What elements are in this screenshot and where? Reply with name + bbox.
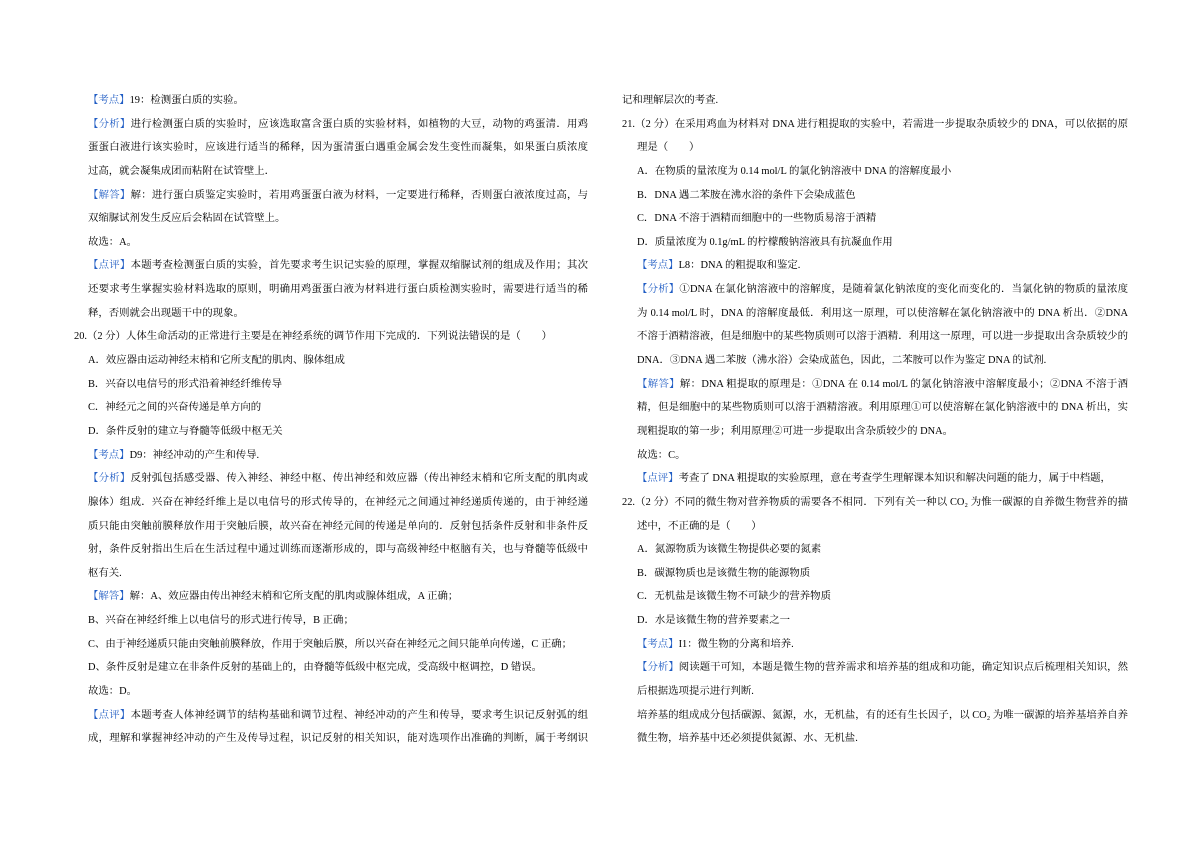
text-line — [74, 467, 588, 491]
text-line — [622, 278, 1128, 302]
line-text: B．DNA 遇二苯胺在沸水浴的条件下会染成蓝色 — [637, 189, 856, 201]
text-line — [622, 160, 1128, 184]
text-line — [622, 538, 1128, 562]
option-block — [74, 420, 588, 444]
kaodian-block — [74, 89, 588, 113]
text-line — [74, 704, 588, 728]
text-line — [74, 562, 588, 586]
text-line — [74, 420, 588, 444]
text-line — [622, 444, 1128, 468]
line-text: 阅读题干可知，本题是微生物的营养需求和培养基的组成和功能，确定知识点后梳理相关知识，然 — [678, 662, 1128, 674]
line-text: A．氮源物质为该微生物提供必要的氮素 — [637, 544, 822, 556]
line-text: B、兴奋在神经纤维上以电信号的形式进行传导，B 正确； — [88, 615, 354, 627]
text-line — [622, 373, 1128, 397]
text-block — [74, 231, 588, 255]
line-text: 21.（2 分）在采用鸡血为材料对 DNA 进行粗提取的实验中，若需进一步提取杂质较少的 DNA，可以依据的原 — [622, 118, 1128, 130]
text-line — [622, 254, 1128, 278]
fenxi-label: 【分析】 — [88, 473, 131, 485]
line-text: D．质量浓度为 0.1g/mL 的柠檬酸钠溶液具有抗凝血作用 — [637, 236, 893, 248]
line-text: 培养基的组成成分包括碳源、氮源，水，无机盐，有的还有生长因子，以 CO₂ 为唯一碳源的培养基培养自养 — [637, 709, 1128, 721]
dianping-block — [74, 704, 588, 751]
line-text: 释，否则就会出现题干中的现象。 — [88, 307, 244, 319]
text-line — [74, 113, 588, 137]
line-text: 解：DNA 粗提取的原理是：①DNA 在 0.14 mol/L 的氯化钠溶液中溶解度最小；②DNA 不溶于酒 — [679, 378, 1128, 390]
option-block — [622, 609, 1128, 633]
text-line — [622, 727, 1128, 751]
text-line — [74, 444, 588, 468]
line-text: 双缩脲试剂发生反应后会粘固在试管壁上。 — [88, 213, 286, 225]
dianping-block — [74, 254, 588, 325]
text-line — [622, 633, 1128, 657]
line-text: 故选：D。 — [88, 686, 138, 698]
line-text: 22.（2 分）不同的微生物对营养物质的需要各不相同．下列有关一种以 CO₂ 为惟一碳源的自养微生物营养的描 — [622, 496, 1128, 508]
line-text: 现粗提取的第一步；利用原理②可进一步提取出含杂质较少的 DNA。 — [637, 425, 954, 437]
text-line — [622, 704, 1128, 728]
line-text: 成，理解和掌握神经冲动的产生及传导过程，识记反射的相关知识，能对选项作出准确的判断，属于考纲识 — [88, 733, 588, 745]
text-line — [74, 633, 588, 657]
text-line — [74, 585, 588, 609]
text-line — [74, 491, 588, 515]
line-text: 解：A、效应器由传出神经末梢和它所支配的肌肉或腺体组成，A 正确； — [129, 591, 459, 603]
kaodian-block — [622, 254, 1128, 278]
text-line — [74, 89, 588, 113]
option-block — [622, 160, 1128, 184]
jieda-block — [622, 373, 1128, 444]
line-text: B．碳源物质也是该微生物的能源物质 — [637, 567, 811, 579]
text-line — [622, 325, 1128, 349]
line-text: B．兴奋以电信号的形式沿着神经纤维传导 — [88, 378, 282, 390]
line-text: 记和理解层次的考查. — [622, 95, 719, 106]
option-block — [622, 207, 1128, 231]
fenxi-label: 【分析】 — [88, 118, 131, 130]
text-line — [622, 113, 1128, 137]
line-text: C．无机盐是该微生物不可缺少的营养物质 — [637, 591, 831, 603]
line-text: 20.（2 分）人体生命活动的正常进行主要是在神经系统的调节作用下完成的．下列说法错误的是（ ） — [74, 331, 552, 343]
line-text: ①DNA 在氯化钠溶液中的溶解度，是随着氯化钠浓度的变化而变化的．当氯化钠的物质的量浓度 — [679, 284, 1128, 296]
line-text: 为 0.14 mol/L 时，DNA 的溶解度最低．利用这一原理，可以使溶解在氯化钠溶液中的 DNA 析出．②DNA — [637, 307, 1128, 319]
text-line — [74, 515, 588, 539]
line-text: C．DNA 不溶于酒精而细胞中的一些物质易溶于酒精 — [637, 213, 877, 225]
line-text: 19：检测蛋白质的实验。 — [129, 95, 244, 106]
text-line — [622, 302, 1128, 326]
text-line — [622, 89, 1128, 113]
question-block — [622, 113, 1128, 160]
jieda-label: 【解答】 — [637, 378, 680, 390]
text-line — [622, 609, 1128, 633]
line-text: C．神经元之间的兴奋传递是单方向的 — [88, 402, 262, 414]
line-text: A．在物质的量浓度为 0.14 mol/L 的氯化钠溶液中 DNA 的溶解度最小 — [637, 165, 952, 177]
kaodian-label: 【考点】 — [88, 95, 130, 106]
question-block — [74, 325, 588, 349]
text-line — [74, 302, 588, 326]
line-text: 述中，不正确的是（ ） — [637, 520, 762, 532]
continuation-block — [622, 89, 1128, 113]
line-text: D9：神经冲动的产生和传导. — [129, 449, 260, 461]
line-text: 进行检测蛋白质的实验时，应该选取富含蛋白质的实验材料，如植物的大豆，动物的鸡蛋清．用鸡 — [130, 118, 588, 130]
line-text: 解：进行蛋白质鉴定实验时，若用鸡蛋蛋白液为材料，一定要进行稀释，否则蛋白液浓度过高，与 — [130, 189, 588, 201]
line-text: 故选：A。 — [88, 236, 138, 248]
line-text: 后根据选项提示进行判断. — [637, 686, 754, 698]
jieda-label: 【解答】 — [88, 189, 131, 201]
line-text: L8：DNA 的粗提取和鉴定. — [678, 260, 801, 272]
text-line — [74, 136, 588, 160]
dianping-label: 【点评】 — [88, 260, 131, 272]
fenxi-block — [74, 467, 588, 585]
line-text: D．水是该微生物的营养要素之一 — [637, 615, 790, 627]
option-block — [622, 562, 1128, 586]
line-text: 枢有关. — [88, 567, 122, 579]
text-line — [74, 373, 588, 397]
jieda-label: 【解答】 — [88, 591, 130, 603]
line-text: 过高，就会凝集成团而粘附在试管壁上． — [88, 165, 276, 177]
text-line — [622, 515, 1128, 539]
line-text: I1：微生物的分离和培养. — [678, 638, 794, 650]
kaodian-label: 【考点】 — [88, 449, 130, 461]
text-block — [622, 704, 1128, 751]
option-block — [622, 538, 1128, 562]
text-line — [622, 420, 1128, 444]
jieda-block — [74, 585, 588, 609]
text-block — [74, 656, 588, 680]
option-block — [74, 396, 588, 420]
text-line — [74, 325, 588, 349]
text-line — [74, 727, 588, 751]
dianping-label: 【点评】 — [88, 709, 131, 721]
line-text: D．条件反射的建立与脊髓等低级中枢无关 — [88, 425, 283, 437]
text-line — [622, 136, 1128, 160]
text-line — [74, 656, 588, 680]
line-text: 本题考查检测蛋白质的实验，首先要求考生识记实验的原理，掌握双缩脲试剂的组成及作用；其次 — [130, 260, 588, 272]
fenxi-label: 【分析】 — [637, 662, 679, 674]
text-line — [74, 207, 588, 231]
dianping-label: 【点评】 — [637, 473, 679, 485]
text-line — [74, 160, 588, 184]
fenxi-block — [622, 656, 1128, 703]
line-text: 理是（ ） — [637, 142, 700, 154]
line-text: 质只能由突触前膜释放作用于突触后膜，故兴奋在神经元间的传递是单向的．反射包括条件反射和非条件反 — [88, 520, 588, 532]
kaodian-block — [74, 444, 588, 468]
text-line — [622, 349, 1128, 373]
option-block — [74, 349, 588, 373]
text-line — [622, 396, 1128, 420]
left-column — [74, 89, 588, 751]
text-line — [622, 680, 1128, 704]
text-line — [74, 231, 588, 255]
kaodian-label: 【考点】 — [637, 260, 679, 272]
text-line — [74, 609, 588, 633]
kaodian-block — [622, 633, 1128, 657]
text-line — [74, 349, 588, 373]
text-block — [622, 444, 1128, 468]
text-line — [74, 254, 588, 278]
option-block — [622, 231, 1128, 255]
text-line — [622, 491, 1128, 515]
line-text: 考查了 DNA 粗提取的实验原理，意在考查学生理解课本知识和解决问题的能力，属于中档题， — [678, 473, 1111, 485]
line-text: 腺体）组成．兴奋在神经纤维上是以电信号的形式传导的，在神经元之间通过神经递质传递的，由于神经递 — [88, 496, 588, 508]
option-block — [622, 585, 1128, 609]
jieda-block — [74, 184, 588, 231]
text-block — [74, 609, 588, 633]
fenxi-label: 【分析】 — [637, 284, 680, 296]
line-text: 本题考查人体神经调节的结构基础和调节过程、神经冲动的产生和传导，要求考生识记反射弧的组 — [130, 709, 588, 721]
text-line — [622, 231, 1128, 255]
option-block — [622, 184, 1128, 208]
line-text: 还要求考生掌握实验材料选取的原则，明确用鸡蛋蛋白液为材料进行蛋白质检测实验时，需要进行适当的稀 — [88, 284, 588, 296]
line-text: 精，但是细胞中的某些物质则可以溶于酒精溶液。利用原理①可以使溶解在氯化钠溶液中的 DNA 析出，实 — [637, 402, 1128, 414]
text-line — [74, 184, 588, 208]
text-block — [74, 680, 588, 704]
text-line — [74, 680, 588, 704]
line-text: 故选：C。 — [637, 449, 686, 461]
text-line — [622, 207, 1128, 231]
text-line — [622, 656, 1128, 680]
dianping-block — [622, 467, 1128, 491]
text-block — [74, 633, 588, 657]
line-text: 反射弧包括感受器、传入神经、神经中枢、传出神经和效应器（传出神经末梢和它所支配的肌肉或 — [130, 473, 588, 485]
line-text: 蛋蛋白液进行该实验时，应该进行适当的稀释，因为蛋清蛋白遇重金属会发生变性而凝集，如果蛋白质浓度 — [88, 142, 588, 154]
line-text: C、由于神经递质只能由突触前膜释放，作用于突触后膜，所以兴奋在神经元之间只能单向传递，C 正确； — [88, 638, 573, 650]
kaodian-label: 【考点】 — [637, 638, 679, 650]
fenxi-block — [622, 278, 1128, 373]
text-line — [622, 585, 1128, 609]
line-text: 不溶于酒精溶液，但是细胞中的某些物质则可以溶于酒精．利用这一原理，可以进一步提取出含杂质较少的 — [637, 331, 1128, 343]
line-text: 微生物，培养基中还必须提供氮源、水、无机盐. — [637, 733, 858, 745]
right-column — [622, 89, 1128, 751]
text-line — [622, 184, 1128, 208]
line-text: D、条件反射是建立在非条件反射的基础上的，由脊髓等低级中枢完成，受高级中枢调控，D 错误。 — [88, 662, 543, 674]
line-text: A．效应器由运动神经末梢和它所支配的肌肉、腺体组成 — [88, 355, 345, 367]
text-line — [74, 538, 588, 562]
text-line — [74, 396, 588, 420]
text-line — [622, 562, 1128, 586]
option-block — [74, 373, 588, 397]
question-block — [622, 491, 1128, 538]
fenxi-block — [74, 113, 588, 184]
text-line — [74, 278, 588, 302]
line-text: DNA．③DNA 遇二苯胺（沸水浴）会染成蓝色，因此，二苯胺可以作为鉴定 DNA 的试剂. — [637, 355, 1047, 367]
line-text: 射，条件反射指出生后在生活过程中通过训练而逐渐形成的，即与高级神经中枢脑有关，也与脊髓等低级中 — [88, 544, 588, 556]
text-line — [622, 467, 1128, 491]
